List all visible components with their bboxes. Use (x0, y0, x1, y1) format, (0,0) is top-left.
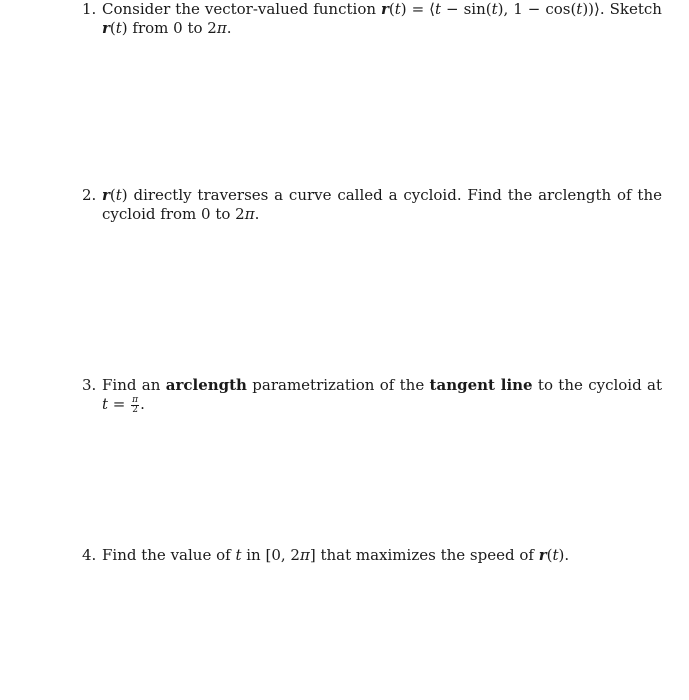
bold-term: tangent line (429, 376, 533, 394)
fraction-numerator: π (132, 394, 139, 405)
problem-text: Find an arclength parametrization of the tangent line to the cycloid at t = $\frac{\pi}{2}$ . (102, 376, 662, 415)
problem-text: Find the value of t in [0, 2π] that maximizes the speed of r(t). (102, 546, 570, 564)
vector-r: r (381, 0, 389, 18)
problem-text: r(t) directly traverses a curve called a cycloid. Find the arclength of the cycloid from 0 to 2π. (102, 186, 662, 223)
problem-number: 2. (82, 186, 97, 204)
problem-2 (82, 186, 662, 224)
problem-number: 3. (82, 376, 97, 394)
bold-term: arclength (165, 376, 247, 394)
vector-r: r (538, 546, 547, 564)
problem-4 (82, 546, 662, 565)
problem-text: Consider the vector-valued function r(t) = ⟨t − sin(t), 1 − cos(t))⟩. Sketch r(t) from 0 to 2π. (102, 0, 662, 37)
fraction-pi-over-2 (131, 396, 139, 415)
vector-r: r (102, 186, 110, 204)
problem-number: 4. (82, 546, 97, 564)
vector-r: r (102, 19, 110, 37)
problem-number: 1. (82, 0, 97, 18)
problem-1 (82, 0, 662, 38)
problem-3 (82, 376, 662, 415)
fraction-denominator: 2 (132, 404, 138, 415)
